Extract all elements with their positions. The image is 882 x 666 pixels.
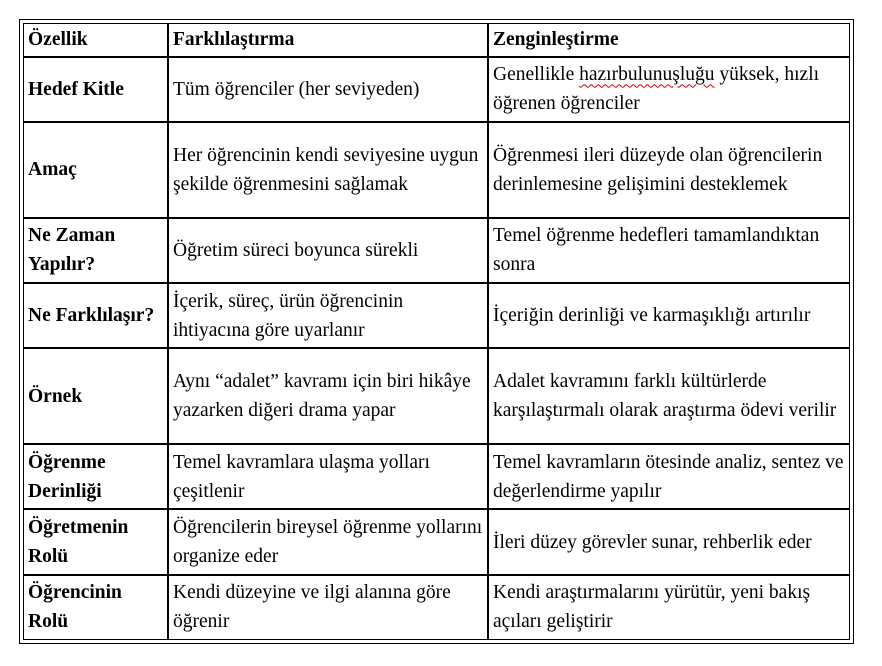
table-row [23,218,850,283]
differentiation-cell: Her öğrencinin kendi seviyesine uygun şekilde öğrenmesini sağlamak [168,122,488,218]
spellcheck-flagged-word[interactable]: hazırbulunuşluğu [579,64,715,86]
table-row [23,122,850,218]
feature-cell: Amaç [23,122,168,218]
enrichment-text: yüksek, hızlı öğrenen öğrenciler [493,64,820,115]
enrichment-cell: Kendi araştırmalarını yürütür, yeni bakış açıları geliştirir [488,575,850,640]
enrichment-cell: Temel öğrenme hedefleri tamamlandıktan sonra [488,218,850,283]
header-enrichment: Zenginleştirme [488,23,850,57]
feature-cell: Öğretmenin Rolü [23,509,168,574]
enrichment-cell: İleri düzey görevler sunar, rehberlik eder [488,509,850,574]
feature-cell: Örnek [23,348,168,444]
table-frame [19,19,854,644]
feature-cell: Öğrenme Derinliği [23,444,168,509]
enrichment-cell: Adalet kavramını farklı kültürlerde karşılaştırmalı olarak araştırma ödevi verilir [488,348,850,444]
header-differentiation: Farklılaştırma [168,23,488,57]
feature-cell: Ne Farklılaşır? [23,283,168,348]
differentiation-cell: Öğrencilerin bireysel öğrenme yollarını organize eder [168,509,488,574]
differentiation-cell: Öğretim süreci boyunca sürekli [168,218,488,283]
table-row [23,444,850,509]
enrichment-cell: Temel kavramların ötesinde analiz, sentez ve değerlendirme yapılır [488,444,850,509]
differentiation-cell: Temel kavramlara ulaşma yolları çeşitlenir [168,444,488,509]
feature-cell: Hedef Kitle [23,57,168,122]
table-row [23,348,850,444]
comparison-table [23,23,850,640]
header-feature: Özellik [23,23,168,57]
table-row [23,509,850,574]
table-header-row [23,23,850,57]
table-row [23,283,850,348]
table-row [23,575,850,640]
differentiation-cell: Tüm öğrenciler (her seviyeden) [168,57,488,122]
differentiation-cell: Kendi düzeyine ve ilgi alanına göre öğrenir [168,575,488,640]
enrichment-cell: İçeriğin derinliği ve karmaşıklığı artırılır [488,283,850,348]
differentiation-cell: Aynı “adalet” kavramı için biri hikâye yazarken diğeri drama yapar [168,348,488,444]
enrichment-text: Genellikle [493,64,580,86]
differentiation-cell: İçerik, süreç, ürün öğrencinin ihtiyacına göre uyarlanır [168,283,488,348]
table-row [23,57,850,122]
enrichment-cell [488,57,850,122]
feature-cell: Öğrencinin Rolü [23,575,168,640]
feature-cell: Ne Zaman Yapılır? [23,218,168,283]
enrichment-cell: Öğrenmesi ileri düzeyde olan öğrencilerin derinlemesine gelişimini desteklemek [488,122,850,218]
